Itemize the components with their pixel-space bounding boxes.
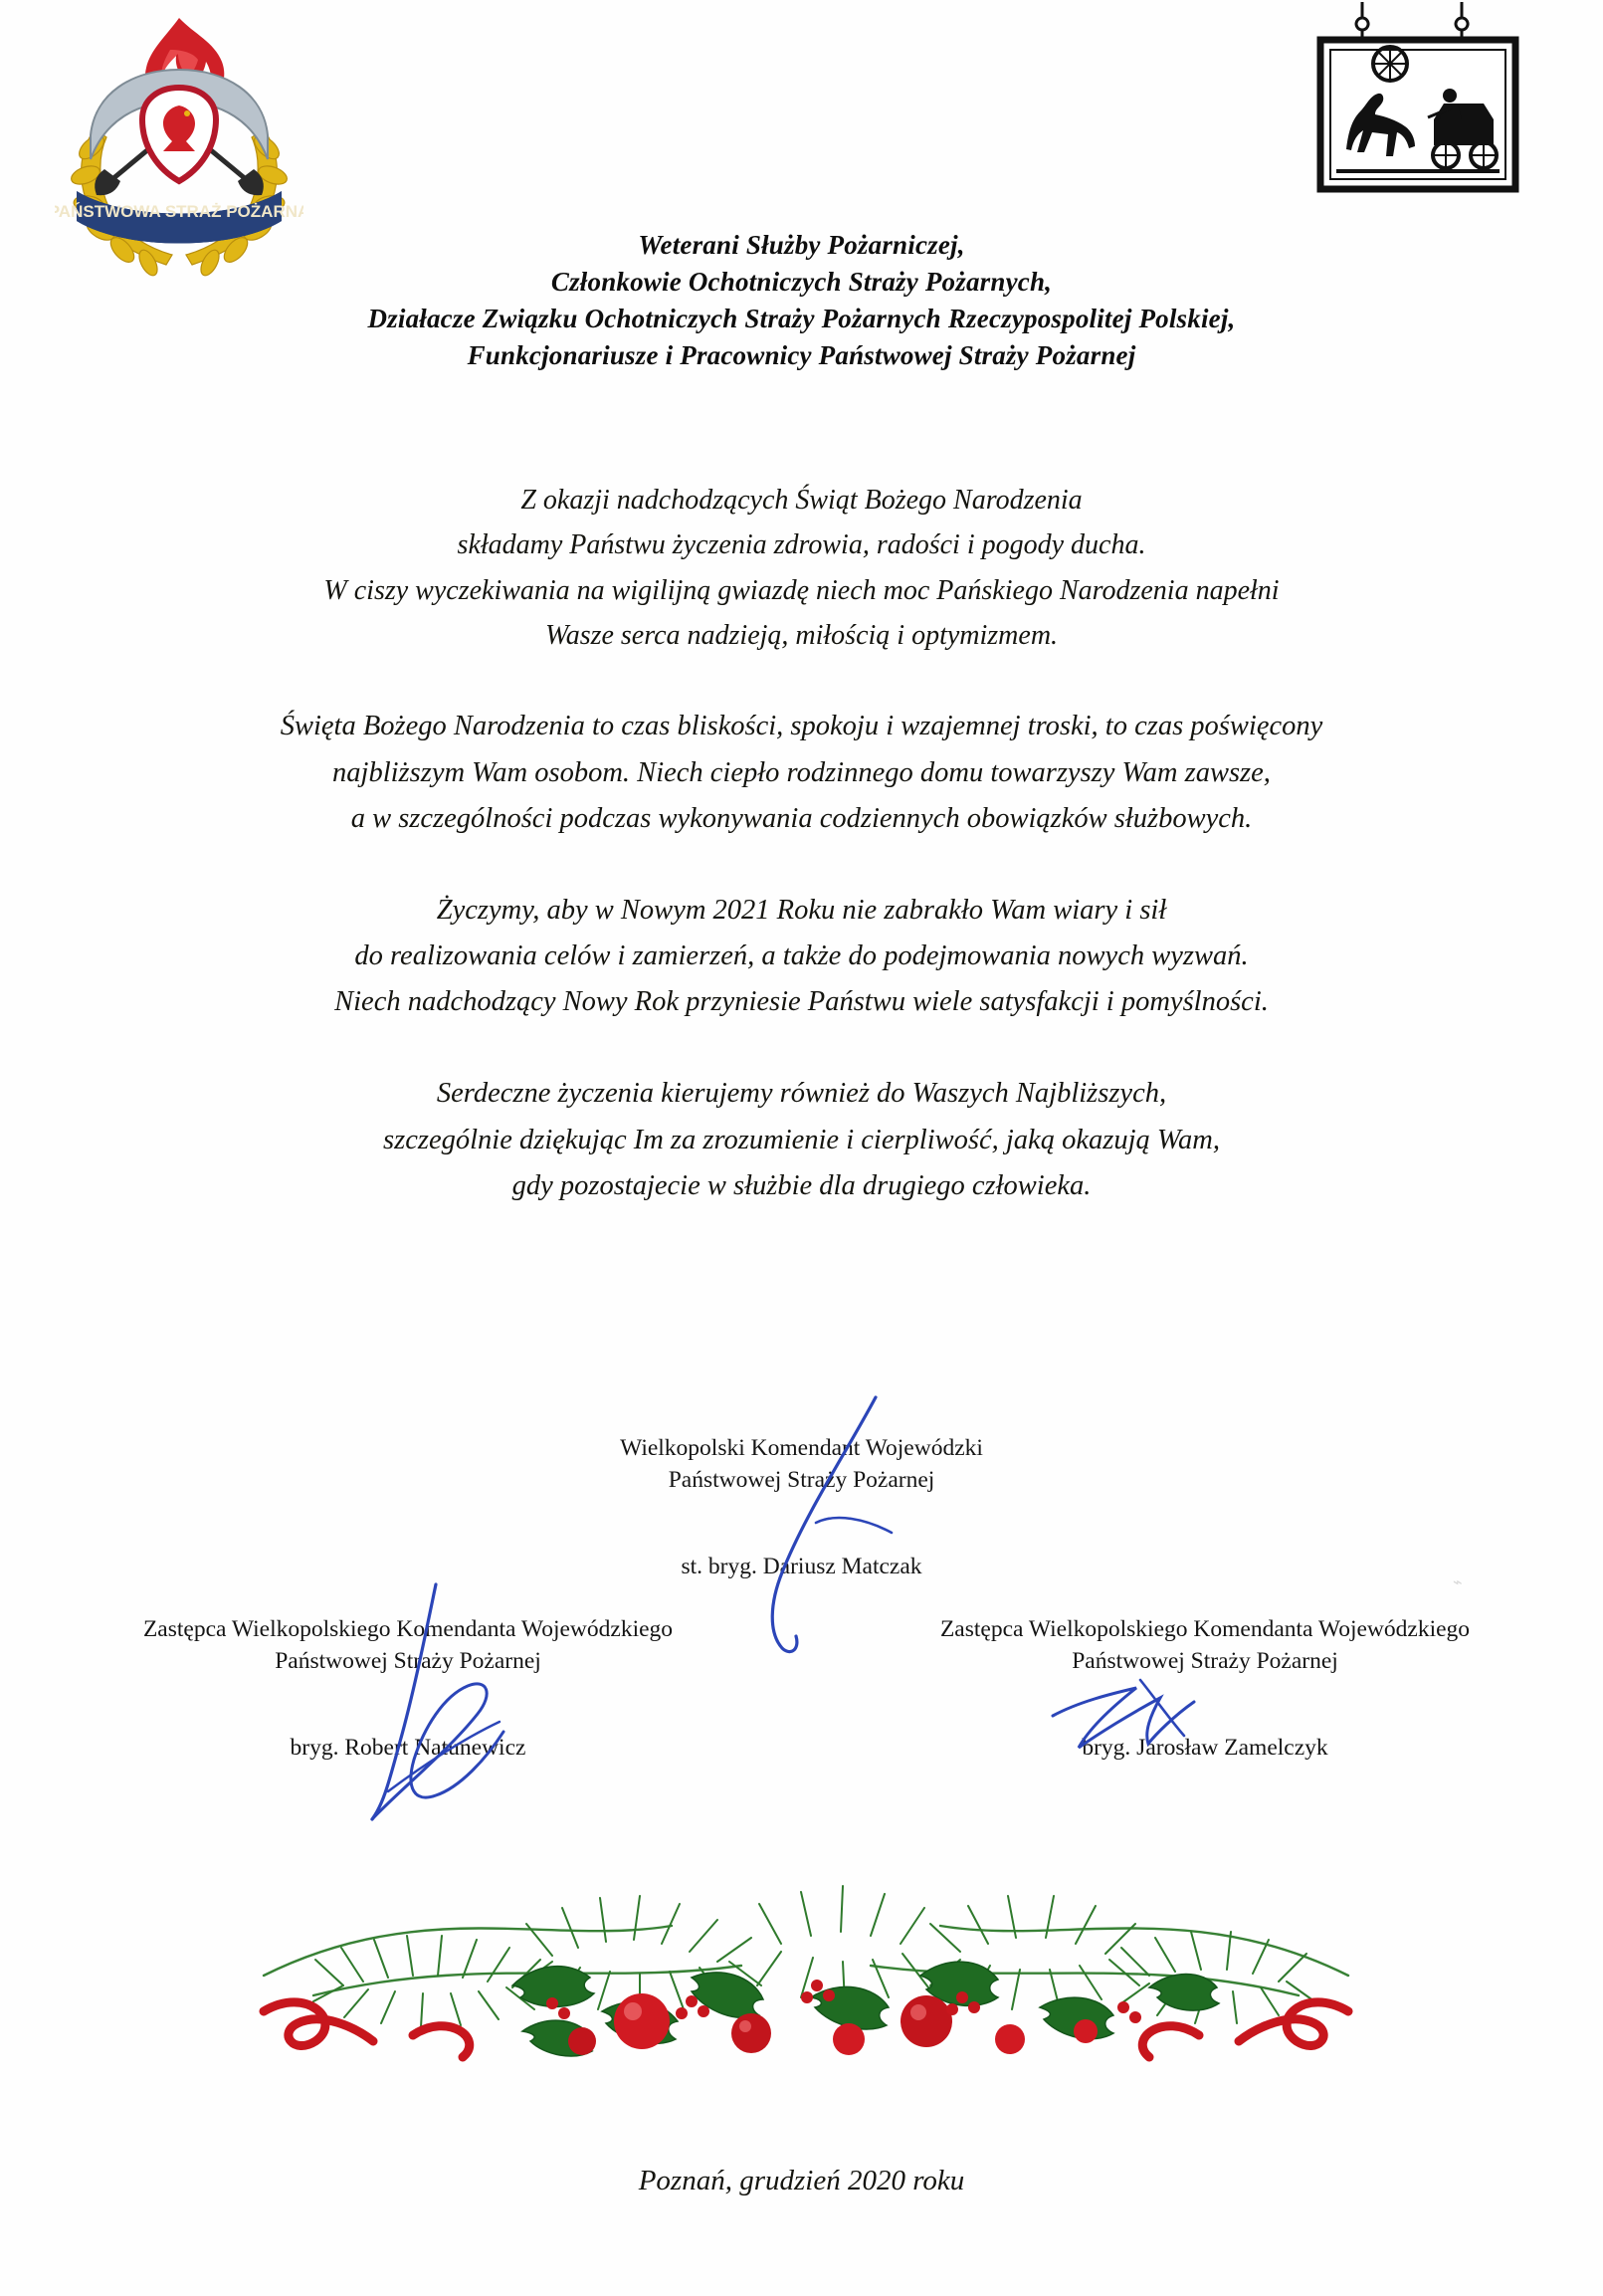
paragraph-3: [149, 888, 1454, 1025]
signature-right-title-2: Państwowej Straży Pożarnej: [1072, 1647, 1338, 1674]
paragraph-2: [149, 704, 1454, 841]
paragraph-1-line-3: W ciszy wyczekiwania na wigilijną gwiazdę niech moc Pańskiego Narodzenia napełni: [323, 574, 1280, 606]
paragraph-1-line-1: Z okazji nadchodzących Świąt Bożego Narodzenia: [520, 485, 1083, 516]
signature-deputy-right: [867, 1614, 1543, 1765]
addressee-heading: [0, 227, 1603, 374]
signature-left-title-1: Zastępca Wielkopolskiego Komendanta Wojewódzkiego: [142, 1616, 674, 1642]
addressee-line-3: Działacze Związku Ochotniczych Straży Pożarnych Rzeczypospolitej Polskiej,: [367, 303, 1236, 333]
paragraph-3-line-3: Niech nadchodzący Nowy Rok przyniesie Państwu wiele satysfakcji i pomyślności.: [334, 986, 1269, 1018]
signature-left-name: bryg. Robert Natunewicz: [290, 1735, 526, 1762]
paragraph-1-line-2: składamy Państwu życzenia zdrowia, radości i pogody ducha.: [457, 529, 1146, 561]
paragraph-3-line-1: Życzymy, aby w Nowym 2021 Roku nie zabrakło Wam wiary i sił: [436, 894, 1167, 926]
signature-left-title-2: Państwowej Straży Pożarnej: [275, 1647, 541, 1674]
addressee-line-1: Weterani Służby Pożarniczej,: [638, 230, 965, 260]
signature-right-title-1: Zastępca Wielkopolskiego Komendanta Wojewódzkiego: [939, 1616, 1471, 1642]
faint-scan-mark: ⌁: [1453, 1574, 1463, 1591]
letter-body: [149, 478, 1454, 1209]
signature-main: [0, 1433, 1603, 1583]
firefighter-horse-carriage-sign: [1285, 0, 1543, 239]
signature-main-title-1: Wielkopolski Komendant Wojewódzki: [620, 1435, 983, 1461]
paragraph-4-line-3: gdy pozostajecie w służbie dla drugiego człowieka.: [511, 1169, 1092, 1201]
paragraph-4: [149, 1071, 1454, 1208]
paragraph-2-line-3: a w szczególności podczas wykonywania codziennych obowiązków służbowych.: [350, 802, 1253, 834]
psp-banner-text: PAŃSTWOWA STRAŻ POŻARNA: [55, 202, 303, 221]
place-and-date: Poznań, grudzień 2020 roku: [638, 2165, 965, 2196]
signature-deputy-left: [70, 1614, 746, 1765]
addressee-line-4: Funkcjonariusze i Pracownicy Państwowej Straży Pożarnej: [467, 339, 1136, 370]
paragraph-2-line-2: najbliższym Wam osobom. Niech ciepło rodzinnego domu towarzyszy Wam zawsze,: [332, 756, 1271, 788]
christmas-garland-decoration: [224, 1836, 1388, 2095]
signature-right-name: bryg. Jarosław Zamelczyk: [1082, 1735, 1328, 1762]
paragraph-2-line-1: Święta Bożego Narodzenia to czas bliskości, spokoju i wzajemnej troski, to czas poświęcony: [280, 711, 1323, 742]
addressee-line-2: Członkowie Ochotniczych Straży Pożarnych,: [550, 266, 1053, 297]
paragraph-1-line-4: Wasze serca nadzieją, miłością i optymizmem.: [544, 620, 1059, 652]
signature-block: [0, 1433, 1603, 1791]
signature-main-title-2: Państwowej Straży Pożarnej: [668, 1466, 935, 1493]
paragraph-4-line-2: szczególnie dziękując Im za zrozumienie i cierpliwość, jaką okazują Wam,: [383, 1124, 1220, 1155]
paragraph-4-line-1: Serdeczne życzenia kierujemy również do Waszych Najbliższych,: [436, 1078, 1167, 1110]
signature-main-name: st. bryg. Dariusz Matczak: [681, 1554, 922, 1580]
paragraph-3-line-2: do realizowania celów i zamierzeń, a także do podejmowania nowych wyzwań.: [354, 940, 1249, 972]
paragraph-1: [149, 478, 1454, 658]
